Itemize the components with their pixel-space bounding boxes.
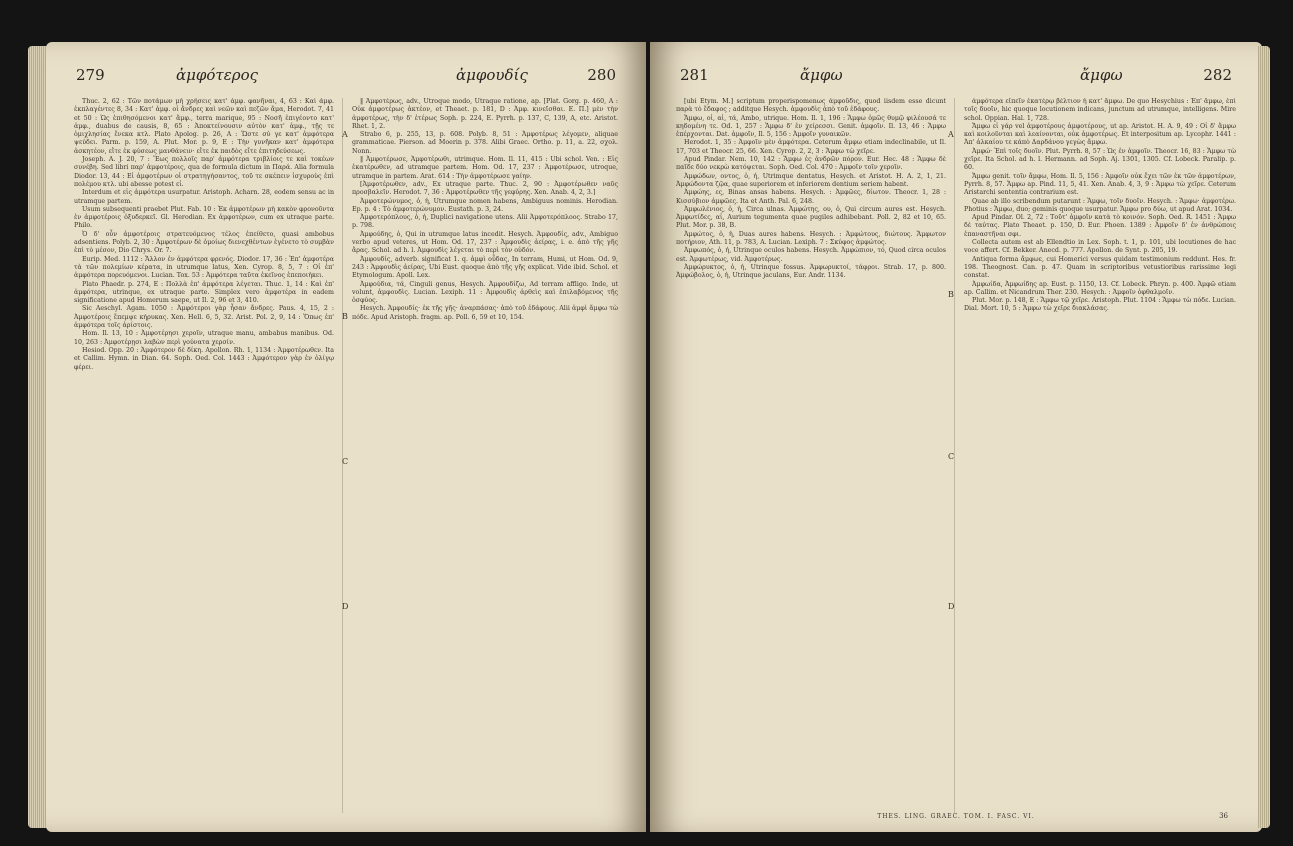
margin-letter: B [948, 290, 954, 299]
signature-number: 36 [1219, 812, 1228, 820]
column-rule [954, 98, 955, 813]
paragraph: Hesiod. Opp. 20 : Ἀμφότερον δὲ δίκη. Apollon. Rh. 1, 1134 : Ἀμφοτέρωθεν. Ita et Callim. Hymn. in Dian. 64. Soph. Oed. Col. 1443 : Ἀμφότερον γὰρ ἐν ὀλίγῳ φέρει. [74, 346, 334, 371]
right-page [650, 42, 1262, 832]
text-column-1 [676, 98, 946, 813]
paragraph: Ἄμφω εἰ γάρ vel ἀμφοτέρους ἀμφοτέρους, ut ap. Aristot. H. A. 9, 49 : Οἱ δ' ἄμφω καὶ κοιλοῦνται καὶ λεαίνονται, οὐκ ἀμφοτέρως. Et interpositum ap. Lycophr. 1441 : Ἀπ' ἀλκαίου τε κάπὸ Δαρδάνου γεγὼς ἄμφω. [964, 122, 1236, 147]
paragraph: Ἀμφωλένιος, ὁ, ἡ, Circa ulnas. Ἀμφώτης, ου, ὁ, Qui circum aures est. Hesych. Ἀμφωτίδες, αἱ, Aurium tegumenta quae pugiles adhibebant. Poll. 2, 82 et 10, 65. Plut. Mor. p. 38, B. [676, 205, 946, 230]
left-page-header [76, 66, 616, 90]
paragraph: Ἀμφώ· Ἐπὶ τοῖς δυοῖν. Plut. Pyrrh. 8, 57 : Ὡς ἐν ἀμφοῖν. Theocr. 16, 83 : Ἄμφω τὼ χεῖρε. Ita Schol. ad h. l. Hermann. ad Soph. Aj. 1301, 1305. Cf. Lobeck. Paralip. p. 60. [964, 147, 1236, 172]
paragraph: Ἀμφοτερόπλους, ὁ, ἡ, Duplici navigatione utens. Alii Ἀμφοτερόπλοος. Strabo 17, p. 798. [352, 214, 618, 230]
paragraph: [Ἀμφοτέρωθεν, adv., Ex utraque parte. Thuc. 2, 90 : Ἀμφοτέρωθεν ναῦς προσβαλεῖν. Herodot. 7, 36 : Ἀμφοτέρωθεν τῆς γεφύρης. Xen. Anab. 4, 2, 3.] [352, 180, 618, 197]
paragraph: Hom. Il. 13, 10 : Ἀμφοτέρησι χεροῖν, utraque manu, ambabus manibus. Od. 10, 263 : Ἀμφοτέρῃσι λαβὼν περὶ γούνατα χερσίν. [74, 330, 334, 346]
paragraph: Joseph. A. J. 20, 7 : Ἔως πολλοῖς παρ' ἀμφότερα τριβλίοις τε καὶ τοκέων συνέβη. Sed libri παρ' ἀμφοτέροις, qua de formula dictum in Παρά. Alia formula Diodor. 13, 44 : Εἰ ἀμφοτέρων οἱ στρατηγήσαντος, τοῦ τε σκέπειν ἰσχυροὺς ἐπὶ πολέμου κτλ. ubi abesse potest εἰ. [74, 156, 334, 188]
margin-letter: D [342, 602, 349, 611]
margin-letter: A [948, 130, 954, 139]
margin-letter: C [948, 452, 955, 461]
running-headword-right: ἄμφω [1080, 66, 1123, 84]
paragraph: Ἀμφουδίς, adverb. significat 1. q. ἀμφὶ οὖδας, In terram, Humi, ut Hom. Od. 9, 243 : Ἀμφουδὶς ἀείρας, Ubi Eust. quoque ἀπὸ τῆς γῆς explicat. Vide ibid. Schol. et Etymologum. Apoll. Lex. [352, 255, 618, 280]
paragraph: Ἀμφώτος, ὁ, ἡ, Duas aures habens. Hesych. : Ἀμφώτους, διώτους. Ἄμφωτον ποτήριον, Ath. 11, p. 783, A. Lucian. Lexiph. 7 : Σκύφος ἀμφώτος. [676, 230, 946, 247]
paragraph: Strabo 6, p. 255, 13, p. 608. Polyb. 8, 51 : Ἀμφοτέρως λέγομεν, aliquae grammaticae. Pierson. ad Moerin p. 378. Alibi Graec. Ortho. p. 11, a. 22, σχολ. Nonn. [352, 131, 618, 155]
paragraph: Plut. Mor. p. 148, E : Ἄμφω τῷ χεῖρε. Aristoph. Plut. 1104 : Ἄμφω τὼ πόδε. Lucian. Dial. Mort. 10, 5 : Ἄμφω τὼ χεῖρε διακλάσας. [964, 297, 1236, 313]
paragraph: Herodot. 1, 35 : Ἀμφοῖν μὲν ἀμφότερα. Ceterum ἄμφω etiam indeclinabile, ut Il. 17, 703 et Theocr. 25, 66. Xen. Cyrop. 2, 2, 3 : Ἄμφω τὼ χεῖρε. [676, 139, 946, 155]
paragraph: Apud Pindar. Ol. 2, 72 : Τοῦτ' ἀμφοῖν κατὰ τὸ κοινόν. Soph. Oed. R. 1451 : Ἄμφω δὲ ταύτας. Plato Theaet. p. 150, D. Eur. Phoen. 1389 : Ἀμφοῖν δ' ἐν ἀνθρώποις ἐπαναστῆναι σφι. [964, 214, 1236, 238]
page-number: 282 [1203, 66, 1232, 84]
paragraph: Usum subsequenti praebet Plut. Fab. 10 : Ἐκ ἀμφοτέρων μὴ κακὸν φρονοῦντα ἐν ἀμφοτέροις ὀξυδερκεῖ. Gl. Herodian. Ex ἀμφοτέρων, cum ex utraque parte. Philo. [74, 205, 334, 230]
paragraph: Hesych. Ἀμφουδίς· ἐκ τῆς γῆς· ἀναρπάσας· ἀπὸ τοῦ ἐδάφους. Alii ἀμφὶ ἄμφω τὼ πόδε. Apud Aristoph. fragm. ap. Poll. 6, 59 et 10, 154. [352, 305, 618, 321]
paragraph: Ἀμφωπός, ὁ, ἡ, Utrinque oculos habens. Hesych. Ἀμφώπιον, τό, Quod circa oculos est. Ἀμφωτέρως, vid. Ἀμφοτέρως. [676, 247, 946, 263]
paragraph: Ὁ δ' οὖν ἀμφοτέροις στρατευόμενος τέλος ἐπείθετο, quasi ambobus adsentiens. Polyb. 2, 30 : Ἀμφοτέρων δὲ ὁμοίως διενεχθέντων ἐγένετο τὸ συμβὰν ἐπὶ τὸ μέσον, Dio Chrys. Or. 7. [74, 230, 334, 255]
paragraph: ‖ Ἀμφοτέρως, adv., Utroque modo, Utraque ratione, ap. [Plat. Gorg. p. 460, A : Οὐκ ἀμφοτέρως ἀκτέον, et Theaet. p. 181, D : Ἀμφ. κινεῖσθαι. Ε. Π.] μὲν τὴν ἀμφοτέρως, τὴν δ' ἑτέρως Soph. p. 224, E. Pyrrh. p. 137, C, 139, A, etc. Aristot. Rhet. 1, 2. [352, 98, 618, 130]
paragraph: Apud Pindar. Nem. 10, 142 : Ἄμφω ἐς ἀνδρῶν πόρον. Eur. Hec. 48 : Ἄμφω δὲ παῖδε δύο νεκρὼ κατόψεται. Soph. Oed. Col. 470 : Ἀμφοῖν τοῖν χεροῖν. [676, 156, 946, 172]
text-column-1 [74, 98, 334, 813]
paragraph: Ἀμφώης, ες, Binas ansas habens. Hesych. : Ἀμφῶες, δίωτον. Theocr. 1, 28 : Κισσύβιον ἀμφῶες. Ita et Anth. Pal. 6, 248. [676, 189, 946, 205]
left-page [46, 42, 646, 832]
margin-letter: A [342, 130, 348, 139]
margin-letter: D [948, 602, 955, 611]
paragraph: Collecta autem est ab Ellendtio in Lex. Soph. t. 1, p. 101, ubi locutiones de hac voce affert. Cf. Bekker. Anecd. p. 777. Apollon. de Synt. p. 205, 19. [964, 239, 1236, 255]
paragraph: [ubi Etym. M.] scriptum properispomenως ἀμφοῦδις, quod iisdem esse dicunt παρὰ τὸ ἔδαφος ; additque Hesych. ἀμφουδὶς ἀπὸ τοῦ ἐδάφους. [676, 98, 946, 114]
running-headword-left: ἄμφω [800, 66, 843, 84]
text-column-2 [352, 98, 618, 813]
paragraph: Ἄμφω genit. τοῖν ἄμφω, Hom. Il. 5, 156 : Ἀμφοῖν οὐκ ἔχει τῶν ἐκ τῶν ἀμφοτέρων, Pyrrh. 8, 57. Ἄμφω ap. Pind. 11, 5, 41. Xen. Anab. 4, 3, 9 : Ἄμφω τὼ χεῖρε. Ceterum Aristarchi sententia contrarium est. [964, 172, 1236, 197]
paragraph: Ἀμφούδης, ὁ, Qui in utrumque latus incedit. Hesych. Ἀμφουδίς, adv., Ambiguo verbo apud veteres, ut Hom. Od. 17, 237 : Ἀμφουδὶς ἀείρας, i. e. ἀπὸ τῆς γῆς ἄρας. Schol. ad h. l. Ἀμφουδὶς λέγεται τὸ περὶ τὸν οὐδόν. [352, 230, 618, 255]
paragraph: Ἀμφωίδα, Ἀμφωίδης ap. Eust. p. 1150, 13. Cf. Lobeck. Phryn. p. 400. Ἀμφῶ etiam ap. Callim. et Nicandrum Ther. 230. Hesych. : Ἀμφοῖν ὀφθαλμοῖν. [964, 280, 1236, 296]
page-number: 280 [587, 66, 616, 84]
column-rule [342, 98, 343, 813]
margin-letter: C [342, 457, 349, 466]
page-number: 281 [680, 66, 709, 84]
running-headword-left: ἀμφότερος [176, 66, 259, 84]
running-headword-right: ἀμφουδίς [456, 66, 528, 84]
paragraph: Ἄμφω, οἱ, αἱ, τά, Ambo, utrique. Hom. Il. 1, 196 : Ἄμφω ὁμῶς θυμῷ φιλέουσά τε κηδομένη τε. Od. 1, 257 : Ἄμφω δ' ἐν χείρεσσι. Genit. ἀμφοῖν. Il. 13, 46 : Ἄμφω ἐπέρχονται. Dat. ἀμφοῖν, Il. 5, 156 : Ἀμφοῖν γυναικῶν. [676, 114, 946, 139]
paragraph: Plato Phaedr. p. 274, E : Πολλὰ ἐπ' ἀμφότερα λέγεται. Thuc. 1, 14 : Καὶ ἐπ' ἀμφότερα, utrinque, ex utraque parte. Simplex vero ἀμφοτέρα in eadem significatione apud Homerum saepe, ut Il. 2, 96 et 3, 410. [74, 280, 334, 305]
paragraph: Ἀμφούδια, τά, Cinguli genus, Hesych. Ἀμφουδίζω, Ad terram affligo. Inde, ut volunt, ἀμφουδὶς. Lucian. Lexiph. 11 : Ἀμφουδὶς ἀρθεὶς καὶ ἐπιλαβόμενος τῆς ὀσφύος. [352, 280, 618, 305]
paragraph: Antiqua forma ἄμφωε, cui Homerici versus quidam testimonium reddunt. Hes. fr. 198. Theognost. Can. p. 47. Quam in scriptoribus vetustioribus rarissime legi constat. [964, 255, 1236, 280]
paragraph: Quae ab illo scribendum putarunt : Ἄμφω, τοῖν δυοῖν. Hesych. : Ἄμφω· ἀμφοτέρω. Photius : Ἄμφω, duo; geminis quoque usurpatur. Ἄμφω pro δύω, ut apud Arat. 1034. [964, 197, 1236, 213]
paragraph: Ἀμφοτερώνυμος, ὁ, ἡ, Utrumque nomen habens, Ambiguus nominis. Herodian. Ep. p. 4 : Τὸ ἀμφοτερώνυμον. Eustath. p. 3, 24. [352, 197, 618, 213]
book-spread [28, 42, 1268, 832]
page-edges-right [1258, 46, 1270, 828]
text-column-2 [964, 98, 1236, 813]
margin-letter: B [342, 312, 348, 321]
paragraph: Ἀμφώρυκτος, ὁ, ἡ, Utrinque fossus. Ἀμφωρυκτοί, τάφροι. Strab. 17, p. 800. Ἀμφώβολος, ὁ, ἡ, Utrinque jaculans, Eur. Andr. 1134. [676, 263, 946, 280]
page-number: 279 [76, 66, 105, 84]
paragraph: Sic Aeschyl. Agam. 1050 : Ἀμφότεροι γὰρ ἦσαν ἄνδρες. Paus. 4, 15, 2 : Ἀμφοτέροις ἔπεμψε κήρυκας. Xen. Hell. 6, 5, 32. Arist. Pol. 2, 9, 14 : Ὅπως ἐπ' ἀμφότερα τοῖς ἀρίστοις. [74, 305, 334, 330]
page-footer: THES. LING. GRAEC. TOM. I. FASC. VI. [877, 813, 1035, 820]
paragraph: ‖ Ἀμφοτέρωσε, Ἀμφοτέρωθι, utrimque. Hom. Il. 11, 415 : Ubi schol. Ven. : Εἰς ἑκατέρωθεν, ad utramque partem. Hom. Od. 17, 237 : Ἀμφοτέρωσε, utroque, utramque in partem. Arat. 614 : Τὴν ἀμφοτέρωσε γαίην. [352, 156, 618, 180]
paragraph: Ἀμφώδων, οντος, ὁ, ἡ, Utrimque dentatus, Hesych. et Aristot. H. A. 2, 1, 21. Ἀμφώδοντα ζῷα, quae superiorem et inferiorem dentium seriem habent. [676, 172, 946, 188]
right-page-header [680, 66, 1232, 90]
paragraph: ἀμφότερα εἴπεῖν ἑκατέρῳ βέλτιον ἦ κατ' ἄμφω. De quo Hesychius : Ἐπ' ἄμφω, ἐπὶ τοῖς δυοῖν, hic quoque locutionem indicans, junctum ad utrumque, intelligens. Mire schol. Oppian. Hal. 1, 728. [964, 98, 1236, 122]
paragraph: Interdum et εἰς ἀμφότερα usurpatur. Aristoph. Acharn. 28, eodem sensu ac in utramque partem. [74, 189, 334, 205]
paragraph: Eurip. Med. 1112 : Ἄλλον ἐν ἀμφότερα φρενός. Diodor. 17, 36 : Ἐπ' ἀμφοτέρα τὰ τῶν πολεμίων κέρατα, in utrumque latus, Xen. Cyrop. 8, 5, 7 : Οἱ ἐπ' ἀμφότερα πορευόμενοι. Lucian. Tox. 53 : Ἀμφότερα ταῦτα ἐκεῖνος ἐπεποιήκει. [74, 255, 334, 280]
paragraph: Thuc. 2, 62 : Τῶν ποτάμων μὴ χρήσεις κατ' ἀμφ. φανῆναι, 4, 63 : Καὶ ἀμφ. ἐκπλαγέντες 8, 34 : Κατ' ἀμφ. οἱ ἄνδρες καὶ νεῶν καὶ πεζῶν ἅμα, Herodot. 7, 41 et 50 : Ὡς ἐπιθησόμενοι κατ' ἄμφ., terra marique, 95 : Νοσῆ ἐπιγέοντο κατ' ἀμφ., duabus de causis, 8, 65 : Ἀποκτείνουσιν αὐτὸν κατ' ἀμφ., τῇς τε ὁμιχλησίας ἕνεκα κτλ. Plato Apolog. p. 26, A : Ὥστε σύ γε κατ' ἀμφότερα ψεύδει. Parm. p. 159, A. Plut. Mor. p. 9, E : Τὴν γυνῆκαν κατ' ἀμφότερα ἀσκητέον, εἴτε ἐκ φύσεως μανθάνειν· εἴτε ἐκ παιδὸς εἴτε ἐπιτηδεύσεως. [74, 98, 334, 155]
